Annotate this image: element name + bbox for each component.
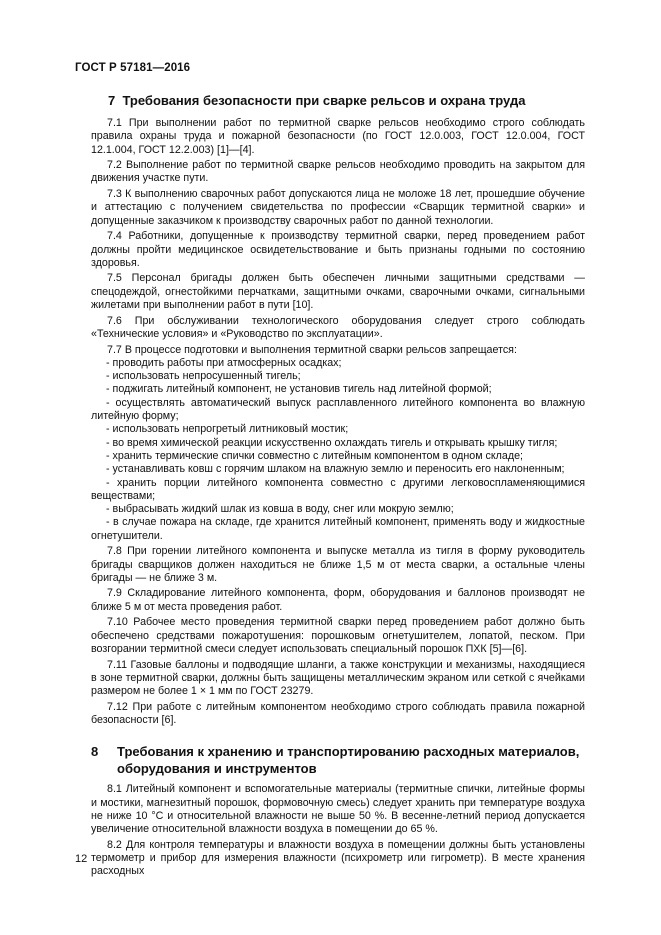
list-item: - осуществлять автоматический выпуск расплавленного литейного компонента во влажную литейную форму; xyxy=(91,397,585,424)
section-7-title: Требования безопасности при сварке рельсов и охрана труда xyxy=(122,93,526,108)
section-7-heading xyxy=(91,93,585,109)
paragraph-7-5: 7.5 Персонал бригады должен быть обеспечен личными защитными средствами — спецодеждой, огнестойкими перчатками, защитными очками, сварочными очками, сигнальными жилетами при выполнении работ в пути [10]. xyxy=(91,272,585,312)
list-item: - поджигать литейный компонент, не установив тигель над литейной формой; xyxy=(91,383,585,396)
list-item: - использовать непросушенный тигель; xyxy=(91,370,585,383)
list-item: - хранить термические спички совместно с литейным компонентом в одном складе; xyxy=(91,450,585,463)
list-item: - хранить порции литейного компонента совместно с другими легковоспламеняющимися веществами; xyxy=(91,477,585,504)
paragraph-7-9: 7.9 Складирование литейного компонента, форм, оборудования и баллонов производят не ближе 5 м от места проведения работ. xyxy=(91,587,585,613)
list-item: - устанавливать ковш с горячим шлаком на влажную землю и переносить его наклоненным; xyxy=(91,463,585,476)
paragraph-7-7: 7.7 В процессе подготовки и выполнения термитной сварки рельсов запрещается: xyxy=(107,343,517,356)
paragraph-7-2: 7.2 Выполнение работ по термитной сварке рельсов необходимо проводить на закрытом для движения участке пути. xyxy=(91,159,585,185)
paragraph-7-1: 7.1 При выполнении работ по термитной сварке рельсов необходимо строго соблюдать правила охраны труда и пожарной безопасности (по ГОСТ 12.0.003, ГОСТ 12.0.004, ГОСТ 12.1.004, ГОСТ 12.2.003) [1]—[4]. xyxy=(91,117,585,156)
paragraph-7-8: 7.8 При горении литейного компонента и выпуске металла из тигля в форму руководитель бригады сварщиков должен находиться не ближе 1,5 м от места сварки, а остальные члены бригады — не ближе 3 м. xyxy=(91,545,585,584)
document-header: ГОСТ Р 57181—2016 xyxy=(75,62,191,74)
paragraph-7-11: 7.11 Газовые баллоны и подводящие шланги, а также конструкции и механизмы, находящиеся в зоне термитной сварки, должны быть защищены металлическим экраном или сеткой с ячейками размером не более 1 × 1 мм по ГОСТ 23279. xyxy=(91,658,585,698)
paragraph-7-4: 7.4 Работники, допущенные к производству термитной сварки, перед проведением работ должны пройти медицинское освидетельствование и быть признаны годными по состоянию здоровья. xyxy=(91,230,585,269)
section-8-number: 8 xyxy=(91,744,99,760)
paragraph-8-2: 8.2 Для контроля температуры и влажности воздуха в помещении должны быть установлены термометр и прибор для измерения влажности (психрометр или гигрометр). В месте хранения расходных xyxy=(91,838,585,878)
section-8-title: Требования к хранению и транспортированию расходных материалов, оборудования и инструментов xyxy=(117,744,580,777)
section-8-heading xyxy=(91,743,585,777)
paragraph-7-12: 7.12 При работе с литейным компонентом необходимо строго соблюдать правила пожарной безопасности [6]. xyxy=(91,700,585,727)
list-item: - выбрасывать жидкий шлак из ковша в воду, снег или мокрую землю; xyxy=(91,503,585,516)
page-number: 12 xyxy=(75,853,88,865)
paragraph-7-3: 7.3 К выполнению сварочных работ допускаются лица не моложе 18 лет, прошедшие обучение и аттестацию с получением свидетельства по профессии «Сварщик термитной сварки» и допущенные заказчиком к производству сварочных работ по данной технологии. xyxy=(91,188,585,227)
list-item: - использовать непрогретый литниковый мостик; xyxy=(91,423,585,436)
paragraph-7-10: 7.10 Рабочее место проведения термитной сварки перед проведением работ должно быть обеспечено средствами пожаротушения: порошковым огнетушителем, лопатой, песком. При возгорании термитной смеси следует использовать специальный порошок ПХК [5]—[6]. xyxy=(91,616,585,655)
list-item: - в случае пожара на складе, где хранится литейный компонент, применять воду и жидкостные огнетушители. xyxy=(91,516,585,543)
list-item: - проводить работы при атмосферных осадках; xyxy=(91,357,585,370)
list-item: - во время химической реакции искусственно охлаждать тигель и открывать крышку тигля; xyxy=(91,437,585,450)
prohibited-list xyxy=(91,357,585,543)
section-7-number: 7 xyxy=(108,93,116,108)
paragraph-8-1: 8.1 Литейный компонент и вспомогательные материалы (термитные спички, литейные формы и мостики, магнезитный порошок, формовочную смесь) следует хранить при температуре воздуха не ниже 10 °С и относительной влажности не выше 50 %. В весенне-летний период допускается увеличение относительной влажности воздуха в помещении до 65 %. xyxy=(91,783,585,836)
page-content xyxy=(91,93,585,881)
paragraph-7-6: 7.6 При обслуживании технологического оборудования следует строго соблюдать «Технические условия» и «Руководство по эксплуатации». xyxy=(91,314,585,340)
